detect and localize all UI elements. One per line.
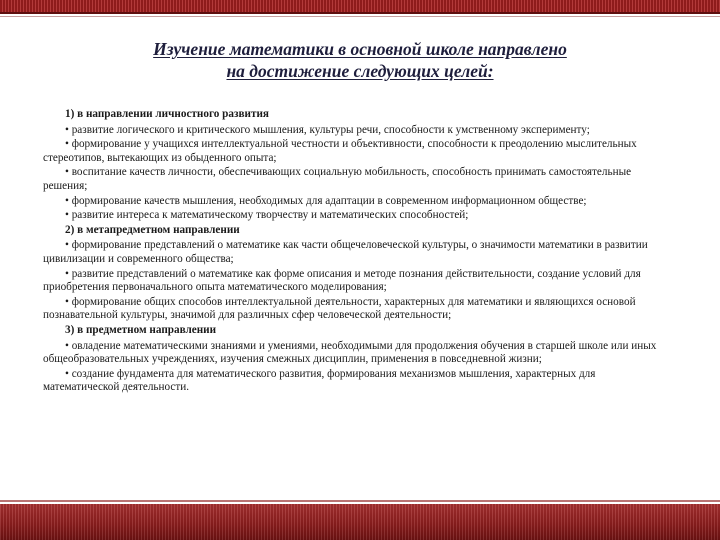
list-item: • создание фундамента для математического развития, формирования механизмов мышления, характерных для математической деятельности. [43,367,596,394]
section-heading-subject: 3) в предметном направлении [65,323,217,336]
title-line-2: на достижение следующих целей: [226,61,494,81]
slide-title [60,38,660,82]
section-heading-metasubject: 2) в метапредметном направлении [65,223,240,236]
list-item: • воспитание качеств личности, обеспечивающих социальную мобильность, способность принимать самостоятельные решения; [43,166,632,192]
section-heading-personal: 1) в направлении личностного развития [65,108,269,120]
top-divider-line [0,16,720,17]
list-item: • формирование представлений о математике как части общечеловеческой культуры, о значимости математики в развитии цивилизации и современного общества; [43,239,648,265]
goals-text-body [43,108,663,396]
list-item: • формирование качеств мышления, необходимых для адаптации в современном информационном обществе; [65,194,587,207]
list-item: • формирование общих способов интеллектуальной деятельности, характерных для математики и являющихся основой познавательной культуры, значимой для различных сфер человеческой деятельности; [43,295,636,322]
list-item: • развитие интереса к математическому творчеству и математических способностей; [65,209,469,222]
bottom-decorative-band [0,504,720,540]
list-item: • развитие логического и критического мышления, культуры речи, способности к умственному эксперименту; [65,123,590,136]
top-decorative-band [0,0,720,14]
bottom-divider-line [0,500,720,502]
list-item: • формирование у учащихся интеллектуальной честности и объективности, способности к преодолению мыслительных стереотипов, вытекающих из обыденного опыта; [43,138,637,164]
list-item: • развитие представлений о математике как форме описания и методе познания действительности, создание условий для приобретения первоначального опыта математического моделирования; [43,267,641,294]
title-line-1: Изучение математики в основной школе направлено [153,39,567,59]
list-item: • овладение математическими знаниями и умениями, необходимыми для продолжения обучения в старшей школе или иных общеобразовательных учреждениях, изучения смежных дисциплин, применения в повседневной жизни; [43,339,657,366]
